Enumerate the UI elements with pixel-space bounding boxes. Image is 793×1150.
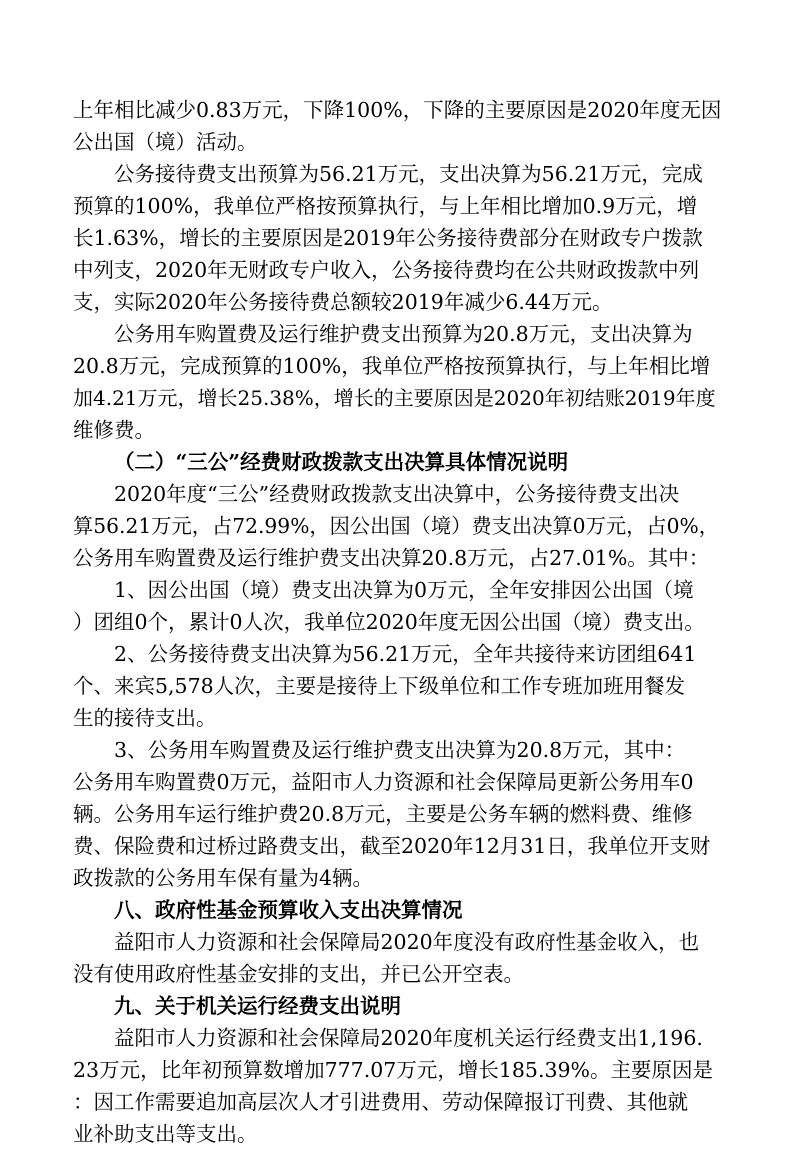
text-line: 政拨款的公务用车保有量为4辆。	[73, 866, 374, 890]
text-line: 个、来宾5,578人次，主要是接待上下级单位和工作专班加班用餐发	[73, 674, 686, 698]
text-line: 长1.63%，增长的主要原因是2019年公务接待费部分在财政专户拨款	[73, 226, 703, 250]
text-line: 加4.21万元，增长25.38%，增长的主要原因是2020年初结账2019年度	[73, 386, 716, 410]
text-line: 23万元，比年初预算数增加777.07万元，增长185.39%。主要原因是	[73, 1058, 714, 1082]
paragraph-start: 2020年度“三公”经费财政拨款支出决算中，公务接待费支出决	[114, 482, 680, 506]
section-heading: 九、关于机关运行经费支出说明	[114, 994, 401, 1018]
text-line: 上年相比减少0.83万元，下降100%，下降的主要原因是2020年度无因	[73, 98, 721, 122]
paragraph-start: 2、公务接待费支出决算为56.21万元，全年共接待来访团组641	[114, 642, 697, 666]
text-line: 业补助支出等支出。	[73, 1122, 258, 1146]
text-line: 支，实际2020年公务接待费总额较2019年减少6.44万元。	[73, 290, 613, 314]
section-heading: 八、政府性基金预算收入支出决算情况	[114, 898, 463, 922]
paragraph-start: 1、因公出国（境）费支出决算为0万元，全年安排因公出国（境	[114, 578, 694, 602]
paragraph-start: 公务接待费支出预算为56.21万元，支出决算为56.21万元，完成	[114, 162, 703, 186]
text-line: 预算的100%，我单位严格按预算执行，与上年相比增加0.9万元，增	[73, 194, 698, 218]
paragraph-start: 3、公务用车购置费及运行维护费支出决算为20.8万元，其中：	[114, 738, 686, 762]
text-line: 算56.21万元，占72.99%，因公出国（境）费支出决算0万元，占0%，	[73, 514, 719, 538]
text-line: 公出国（境）活动。	[73, 130, 258, 154]
paragraph-start: 公务用车购置费及运行维护费支出预算为20.8万元，支出决算为	[114, 322, 693, 346]
paragraph-start: 益阳市人力资源和社会保障局2020年度机关运行经费支出1,196.	[114, 1026, 703, 1050]
text-line: 中列支，2020年无财政专户收入，公务接待费均在公共财政拨款中列	[73, 258, 700, 282]
section-heading: （二）“三公”经费财政拨款支出决算具体情况说明	[114, 450, 569, 474]
text-line: ：因工作需要追加高层次人才引进费用、劳动保障报订刊费、其他就	[73, 1090, 688, 1114]
text-line: 维修费。	[73, 418, 155, 442]
paragraph-start: 益阳市人力资源和社会保障局2020年度没有政府性基金收入，也	[114, 930, 700, 954]
text-line: 20.8万元，完成预算的100%，我单位严格按预算执行，与上年相比增	[73, 354, 711, 378]
text-line: 公务用车购置费0万元，益阳市人力资源和社会保障局更新公务用车0	[73, 770, 694, 794]
document-page	[73, 94, 721, 1150]
text-line: 辆。公务用车运行维护费20.8万元，主要是公务车辆的燃料费、维修	[73, 802, 693, 826]
text-line: 费、保险费和过桥过路费支出，截至2020年12月31日，我单位开支财	[73, 834, 711, 858]
text-line: ）团组0个，累计0人次，我单位2020年度无因公出国（境）费支出。	[73, 610, 705, 634]
text-line: 公务用车购置费及运行维护费支出决算20.8万元，占27.01%。其中：	[73, 546, 710, 570]
text-line: 生的接待支出。	[73, 706, 217, 730]
text-line: 没有使用政府性基金安排的支出，并已公开空表。	[73, 962, 524, 986]
